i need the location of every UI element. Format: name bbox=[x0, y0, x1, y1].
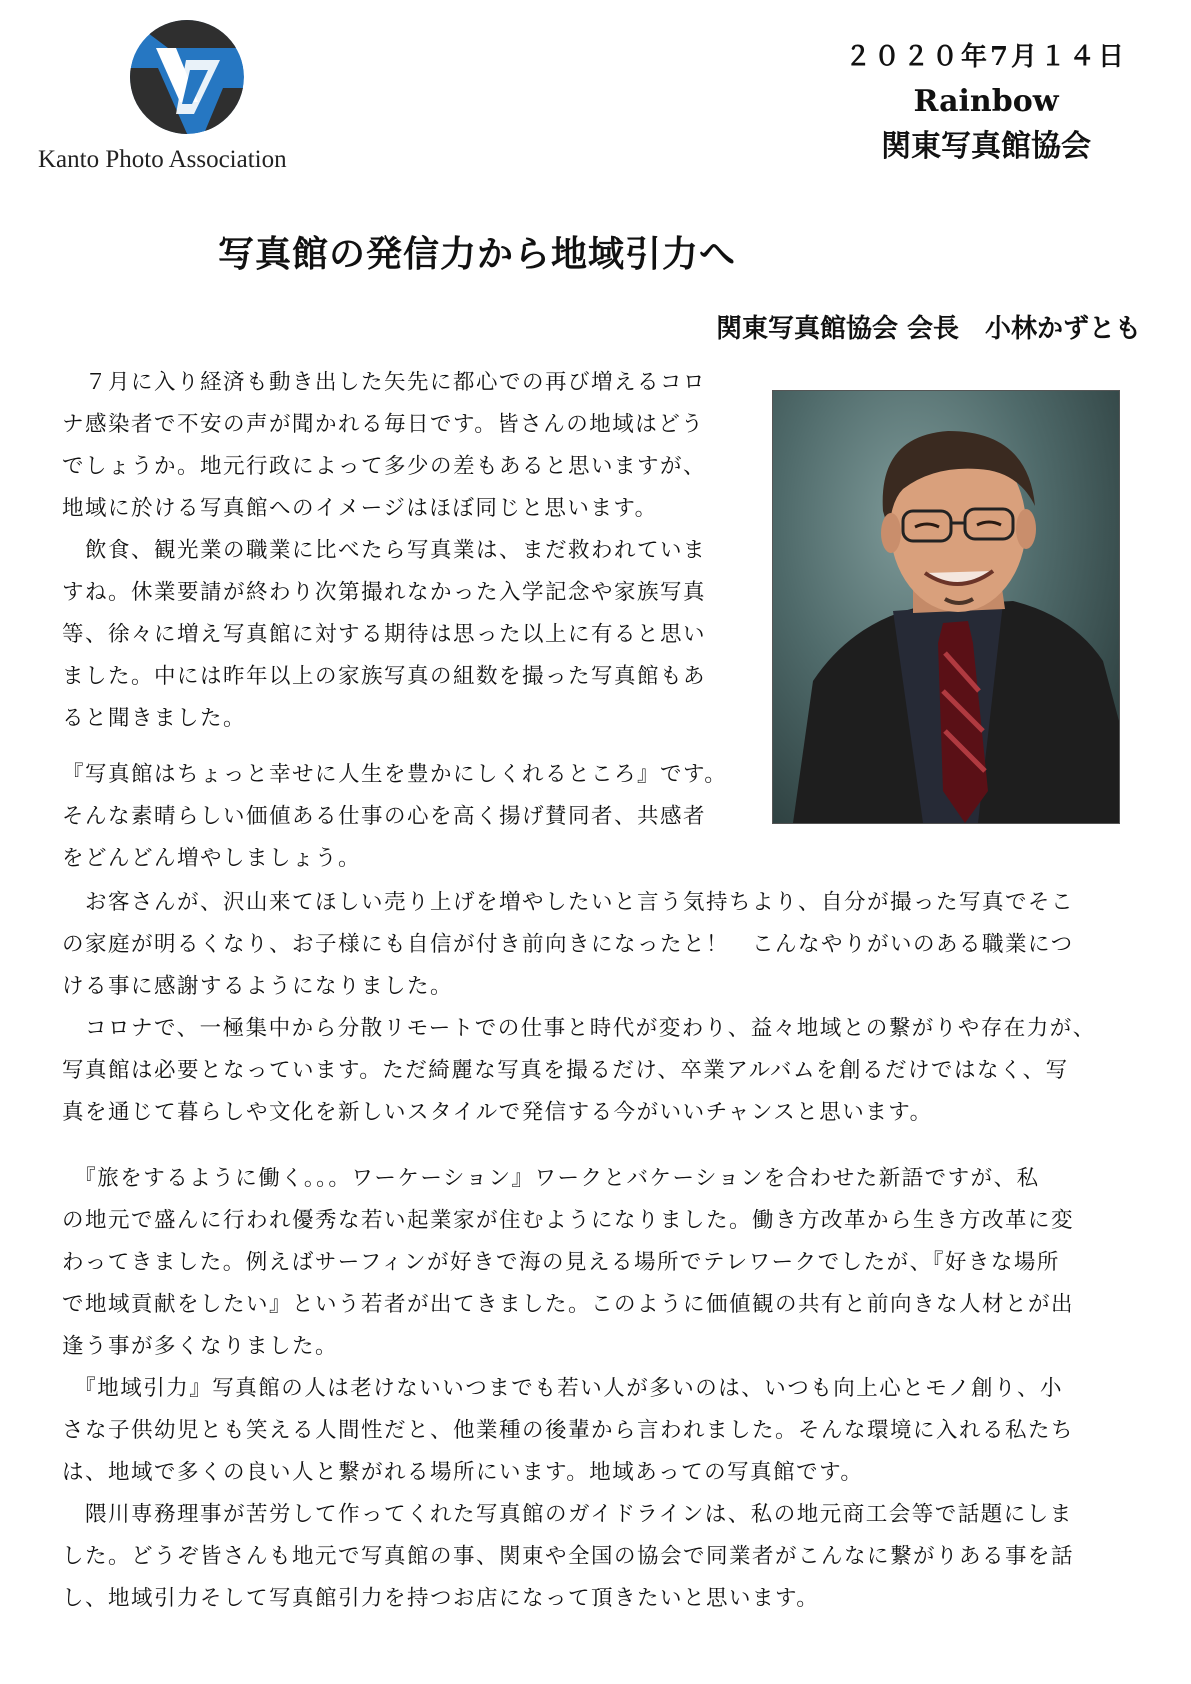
text-line: コロナで、一極集中から分散リモートでの仕事と時代が変わり、益々地域との繋がりや存在力が、 bbox=[62, 1016, 1096, 1041]
text-line: 等、徐々に増え写真館に対する期待は思った以上に有ると思い bbox=[62, 622, 707, 647]
text-line: は、地域で多くの良い人と繋がれる場所にいます。地域あっての写真館です。 bbox=[62, 1460, 864, 1485]
text-line: さな子供幼児とも笑える人間性だと、他業種の後輩から言われました。そんな環境に入れる私たち bbox=[62, 1418, 1075, 1443]
text-line: 地域に於ける写真館へのイメージはほぼ同じと思います。 bbox=[62, 496, 658, 521]
text-line: 隈川専務理事が苦労して作ってくれた写真館のガイドラインは、私の地元商工会等で話題にしま bbox=[62, 1502, 1073, 1527]
text-line: そんな素晴らしい価値ある仕事の心を高く揚げ賛同者、共感者 bbox=[62, 804, 707, 829]
text-line: ける事に感謝するようになりました。 bbox=[62, 974, 454, 999]
text-line: お客さんが、沢山来てほしい売り上げを増やしたいと言う気持ちより、自分が撮った写真でそこ bbox=[62, 890, 1075, 915]
text-line: ７月に入り経済も動き出した矢先に都心での再び増えるコロ bbox=[62, 370, 707, 395]
article-title: 写真館の発信力から地域引力へ bbox=[218, 233, 737, 275]
aperture-icon bbox=[128, 18, 246, 136]
text-line: で地域貢献をしたい』という若者が出てきました。このように価値観の共有と前向きな人材とが出 bbox=[62, 1292, 1075, 1317]
text-line: ると聞きました。 bbox=[62, 706, 247, 731]
paragraph-customers bbox=[62, 882, 1096, 1134]
text-line: した。どうぞ皆さんも地元で写真館の事、関東や全国の協会で同業者がこんなに繋がりある事を話 bbox=[62, 1544, 1075, 1569]
text-line: をどんどん増やしましょう。 bbox=[62, 846, 362, 871]
text-line: 『地域引力』写真館の人は老けないいつまでも若い人が多いのは、いつも向上心とモノ創り、小 bbox=[62, 1376, 1064, 1401]
author-portrait bbox=[772, 390, 1120, 824]
text-line: の家庭が明るくなり、お子様にも自信が付き前向きになったと！ こんなやりがいのある職業につ bbox=[62, 932, 1074, 957]
issue-date: ２０２０年7月１４日 bbox=[844, 42, 1128, 72]
text-line: 『旅をするように働く。。。ワーケーション』ワークとバケーションを合わせた新語ですが、私 bbox=[62, 1166, 1040, 1191]
text-line: 飲食、観光業の職業に比べたら写真業は、まだ救われていま bbox=[62, 538, 707, 563]
text-line: すね。休業要請が終わり次第撮れなかった入学記念や家族写真 bbox=[62, 580, 707, 605]
text-line: ナ感染者で不安の声が聞かれる毎日です。皆さんの地域はどう bbox=[62, 412, 705, 437]
text-line: 写真館は必要となっています。ただ綺麗な写真を撮るだけ、卒業アルバムを創るだけではなく、写 bbox=[62, 1058, 1069, 1083]
text-line: わってきました。例えばサーフィンが好きで海の見える場所でテレワークでしたが、『好きな場所 bbox=[62, 1250, 1060, 1275]
article-author: 関東写真館協会 会長 小林かずとも bbox=[715, 314, 1141, 344]
header-info bbox=[821, 34, 1151, 170]
logo-text: Kanto Photo Association bbox=[38, 146, 287, 173]
association-logo bbox=[38, 18, 338, 178]
publication-name: Rainbow bbox=[913, 84, 1059, 119]
text-line: 『写真館はちょっと幸せに人生を豊かにしくれるところ』です。 bbox=[62, 762, 728, 787]
text-line: 逢う事が多くなりました。 bbox=[62, 1334, 339, 1359]
paragraph-workation bbox=[62, 1158, 1074, 1620]
paragraph-intro bbox=[62, 362, 706, 740]
text-line: し、地域引力そして写真館引力を持つお店になって頂きたいと思います。 bbox=[62, 1586, 820, 1611]
text-line: 真を通じて暮らしや文化を新しいスタイルで発信する今がいいチャンスと思います。 bbox=[62, 1100, 933, 1125]
text-line: ました。中には昨年以上の家族写真の組数を撮った写真館もあ bbox=[62, 664, 707, 689]
organization-name: 関東写真館協会 bbox=[881, 129, 1091, 164]
text-line: でしょうか。地元行政によって多少の差もあると思いますが、 bbox=[62, 454, 707, 479]
text-line: の地元で盛んに行われ優秀な若い起業家が住むようになりました。働き方改革から生き方改革に変 bbox=[62, 1208, 1075, 1233]
paragraph-quote bbox=[62, 754, 727, 880]
